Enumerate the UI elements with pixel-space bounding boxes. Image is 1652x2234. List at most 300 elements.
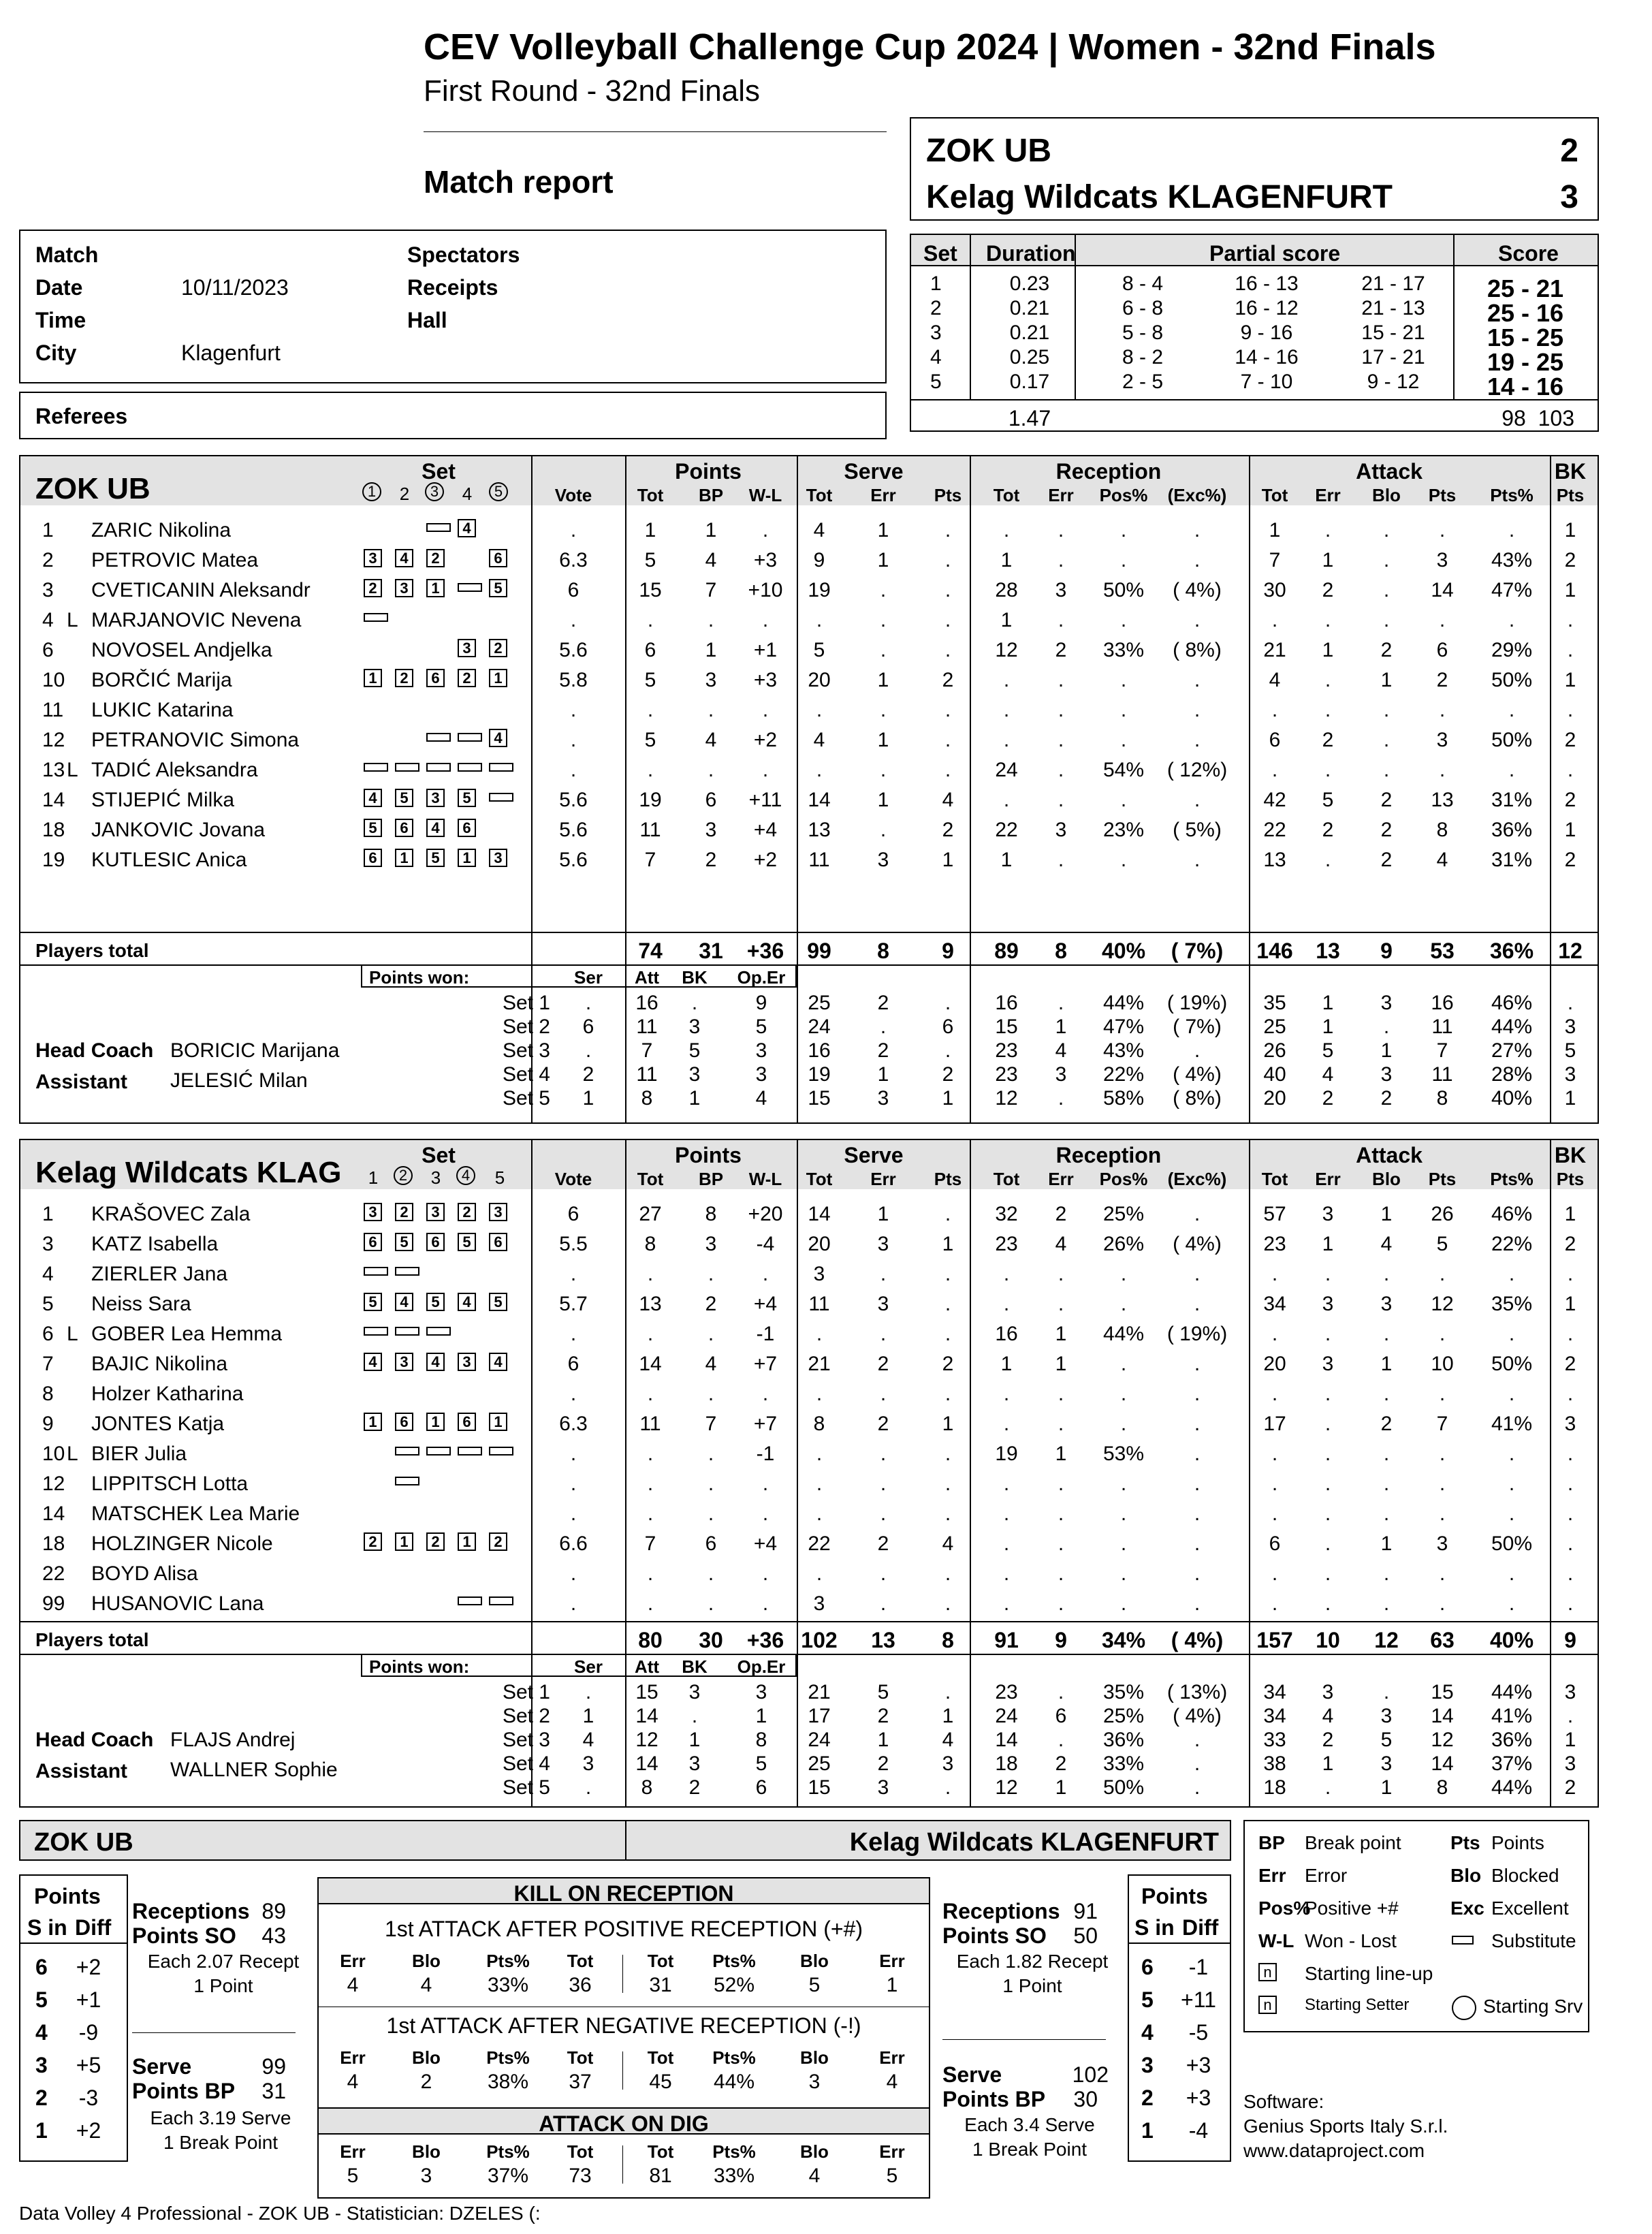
stat-cell: 3: [813, 1592, 825, 1615]
stat-cell: .: [944, 579, 951, 601]
rotation-diff: -3: [78, 2086, 99, 2110]
setrow-cell: .: [691, 1705, 698, 1727]
stat-cell: .: [1271, 1473, 1278, 1495]
team-name: Kelag Wildcats KLAG: [35, 1156, 342, 1189]
stat-cell: .: [1271, 1562, 1278, 1585]
stat-cell: 7: [1269, 549, 1281, 571]
total-cell: 53: [1430, 939, 1455, 963]
player-libero: L: [67, 759, 78, 781]
rotation-diff: +3: [1186, 2053, 1211, 2077]
stat-cell: .: [816, 1503, 823, 1525]
col-tot: Tot: [806, 485, 833, 505]
substitute-marker: [458, 763, 482, 772]
stat-cell: 14: [1431, 579, 1454, 601]
player-name: NOVOSEL Andjelka: [91, 639, 272, 661]
col-points: Points: [675, 459, 742, 484]
stat-cell: 53%: [1102, 1443, 1145, 1465]
setrow-cell: 21: [808, 1681, 831, 1703]
player-number: 12: [42, 729, 65, 751]
kill-col-header: Blo: [800, 2141, 829, 2162]
setrow-cell: 16: [635, 992, 658, 1014]
stat-cell: 50%: [1491, 1532, 1533, 1555]
stat-cell: 4: [705, 549, 717, 571]
kill-col-header: Pts%: [712, 2047, 756, 2068]
stat-cell: 2: [942, 819, 954, 841]
stat-cell: .: [1003, 699, 1010, 721]
stat-cell: 2: [1380, 849, 1393, 871]
stat-cell: 23%: [1102, 819, 1145, 841]
starting-zone-box: 1: [458, 1532, 476, 1551]
setrow-cell: 1: [877, 1729, 889, 1751]
starting-zone-box: 4: [364, 1353, 382, 1371]
starting-zone-box: 5: [395, 789, 413, 807]
set-partial-16: 16 - 13: [1235, 272, 1299, 295]
stat-cell: 11: [639, 1413, 661, 1435]
stat-cell: 34: [1263, 1293, 1286, 1315]
stat-cell: +3: [753, 549, 778, 571]
setrow-cell: 3: [1564, 1752, 1576, 1775]
legend-value: Starting line-up: [1305, 1963, 1433, 1984]
starting-zone-box: 1: [426, 1413, 445, 1431]
stat-cell: .: [1508, 1263, 1515, 1285]
stat-cell: .: [1194, 1383, 1201, 1405]
stat-cell: .: [880, 759, 887, 781]
setrow-cell: 1: [877, 1063, 889, 1086]
neg-title: 1st ATTACK AFTER NEGATIVE RECEPTION (-!): [386, 2013, 861, 2038]
setrow-cell: 3: [1564, 1681, 1576, 1703]
stat-cell: -4: [756, 1233, 775, 1255]
set-num-1: 1: [368, 1167, 379, 1188]
legend-circle-icon: [1452, 1996, 1476, 2020]
player-name: BORČIĆ Marija: [91, 669, 232, 691]
kill-col-header: Blo: [412, 2141, 441, 2162]
stat-cell: 1: [877, 1203, 889, 1225]
legend-key: Err: [1258, 1865, 1286, 1886]
stat-cell: .: [1194, 1353, 1201, 1375]
setrow-cell: 3: [688, 1016, 701, 1038]
stat-cell: .: [708, 1592, 714, 1615]
stat-cell: .: [1271, 759, 1278, 781]
set-score: 14 - 16: [1487, 373, 1564, 400]
player-libero: L: [67, 609, 78, 631]
stat-cell: .: [570, 1383, 577, 1405]
stat-cell: 1: [1564, 579, 1576, 601]
software-url: www.dataproject.com: [1243, 2140, 1425, 2161]
setrow-cell: 4: [1055, 1039, 1067, 1062]
stat-cell: .: [570, 1263, 577, 1285]
stat-cell: .: [762, 1383, 769, 1405]
stat-cell: 2: [877, 1353, 889, 1375]
stat-cell: .: [1439, 1443, 1446, 1465]
starting-zone-box: 5: [458, 1233, 476, 1251]
stat-cell: 7: [705, 579, 717, 601]
stat-cell: 16: [995, 1323, 1018, 1345]
col-bp: BP: [698, 1169, 724, 1189]
stat-cell: .: [1003, 1532, 1010, 1555]
stat-cell: .: [1194, 789, 1201, 811]
setrow-cell: 2: [1322, 1729, 1334, 1751]
legend-value: Won - Lost: [1305, 1930, 1397, 1951]
team2-serve: 102: [1072, 2062, 1109, 2087]
starting-zone-box: 2: [489, 1532, 507, 1551]
starting-zone-box: 3: [489, 1203, 507, 1221]
head-coach-label: Head Coach: [35, 1039, 154, 1062]
setrow-cell: 8: [1436, 1776, 1448, 1799]
col-set: Set: [422, 459, 456, 484]
stat-cell: 14: [639, 1353, 662, 1375]
legend-substitute-icon: [1452, 1936, 1474, 1945]
set-duration: 0.17: [1009, 371, 1050, 393]
stat-cell: 4: [705, 729, 717, 751]
setrow-cell: 6: [582, 1016, 594, 1038]
setrow-cell: 5: [755, 1016, 767, 1038]
stat-cell: 13: [1431, 789, 1454, 811]
starting-zone-box: 1: [489, 669, 507, 687]
stat-cell: .: [880, 639, 887, 661]
kill-col-header: Pts%: [486, 1951, 530, 1971]
stat-cell: 2: [942, 669, 954, 691]
stat-cell: 6: [567, 1203, 579, 1225]
starting-zone-box: 4: [426, 819, 445, 837]
kill-col-header: Blo: [800, 1951, 829, 1971]
stat-cell: +11: [748, 789, 782, 811]
kill-value: 81: [649, 2165, 672, 2187]
setrow-cell: 3: [755, 1681, 767, 1703]
rotation-diff: -5: [1188, 2020, 1209, 2045]
legend-box-icon: n: [1258, 1996, 1277, 2014]
rotation-diff: +11: [1181, 1987, 1216, 2012]
team1-one-bp: 1 Break Point: [163, 2132, 279, 2153]
col-tot: Tot: [637, 1169, 664, 1189]
legend-key: Exc: [1450, 1898, 1484, 1919]
set-label: Set 4: [502, 1063, 550, 1086]
setrow-cell: 24: [808, 1016, 831, 1038]
stat-cell: .: [1194, 1592, 1201, 1615]
col-err: Err: [1048, 485, 1074, 505]
total-duration: 1.47: [1008, 406, 1051, 430]
stat-cell: .: [1003, 789, 1010, 811]
stat-cell: .: [570, 1473, 577, 1495]
col-bk: BK: [1554, 459, 1587, 484]
set-score: 25 - 21: [1487, 274, 1564, 302]
substitute-marker: [395, 1477, 419, 1485]
stat-cell: 3: [1322, 1293, 1334, 1315]
stat-cell: .: [1383, 1473, 1390, 1495]
time-label: Time: [35, 308, 86, 332]
stat-cell: 3: [813, 1263, 825, 1285]
set-num-4: 4: [462, 484, 473, 504]
kill-value: 4: [808, 2165, 821, 2187]
setrow-cell: 3: [1322, 1681, 1334, 1703]
starting-zone-box: 4: [458, 1293, 476, 1311]
kill-col-header: Err: [879, 2141, 905, 2162]
stat-cell: .: [880, 1383, 887, 1405]
setrow-cell: 15: [808, 1087, 831, 1110]
stat-cell: .: [762, 1263, 769, 1285]
total-cell: 9: [1380, 939, 1393, 963]
stat-cell: .: [708, 1263, 714, 1285]
setrow-cell: 1: [755, 1705, 767, 1727]
total-cell: 9: [1055, 1628, 1067, 1652]
setrow-cell: 3: [942, 1752, 954, 1775]
stat-cell: 6: [644, 639, 656, 661]
setrow-cell: 25: [808, 992, 831, 1014]
setrow-cell: 35%: [1102, 1681, 1145, 1703]
stat-cell: .: [1003, 1592, 1010, 1615]
stat-cell: .: [1383, 519, 1390, 541]
player-number: 12: [42, 1473, 65, 1495]
player-number: 1: [42, 1203, 54, 1225]
stat-cell: ( 12%): [1166, 759, 1228, 781]
hall-label: Hall: [407, 308, 447, 332]
total-cell: ( 7%): [1171, 939, 1224, 963]
setrow-cell: 24: [808, 1729, 831, 1751]
stat-cell: 2: [1564, 849, 1576, 871]
setrow-cell: .: [691, 992, 698, 1014]
player-name: Neiss Sara: [91, 1293, 191, 1315]
setrow-cell: .: [1383, 1016, 1390, 1038]
stat-cell: 43%: [1491, 549, 1533, 571]
player-name: MATSCHEK Lea Marie: [91, 1503, 300, 1525]
stat-cell: .: [647, 1592, 654, 1615]
player-libero: L: [67, 1443, 78, 1465]
kill-col-header: Err: [879, 2047, 905, 2068]
stat-cell: 5.5: [559, 1233, 588, 1255]
setrow-cell: ( 19%): [1166, 992, 1228, 1014]
setrow-cell: 2: [942, 1063, 954, 1086]
set-number: 4: [930, 346, 942, 368]
starting-zone-box: 3: [458, 639, 476, 657]
substitute-marker: [364, 613, 388, 622]
kill-value: 4: [347, 2071, 359, 2093]
starting-zone-box: 6: [426, 1233, 445, 1251]
setrow-cell: 14: [635, 1752, 658, 1775]
kill-value: 1: [886, 1974, 898, 1996]
stat-cell: .: [1058, 1503, 1064, 1525]
player-number: 4: [42, 1263, 54, 1285]
starting-zone-box: 5: [364, 819, 382, 837]
col-pos: Pos%: [1099, 1169, 1148, 1189]
stat-cell: .: [1508, 759, 1515, 781]
stat-cell: 7: [1436, 1413, 1448, 1435]
team1-serve: 99: [261, 2054, 286, 2079]
stat-cell: 2: [1322, 819, 1334, 841]
stat-cell: .: [1383, 549, 1390, 571]
stat-cell: .: [647, 759, 654, 781]
setrow-cell: 5: [1380, 1729, 1393, 1751]
stat-cell: .: [1194, 1443, 1201, 1465]
stat-cell: .: [1194, 1532, 1201, 1555]
setrow-cell: 47%: [1102, 1016, 1145, 1038]
stat-cell: .: [1058, 759, 1064, 781]
rotation-sin: 4: [1141, 2020, 1154, 2045]
stat-cell: .: [880, 609, 887, 631]
legend-value: Starting Setter: [1305, 1996, 1410, 2014]
team1-points-label: Points: [34, 1884, 101, 1908]
setrow-cell: 3: [1380, 1752, 1393, 1775]
starting-zone-box: 6: [489, 549, 507, 567]
col-tot: Tot: [806, 1169, 833, 1189]
players-total-label: Players total: [35, 940, 149, 961]
stat-cell: .: [762, 609, 769, 631]
stat-cell: .: [1383, 1323, 1390, 1345]
stat-cell: .: [647, 1323, 654, 1345]
setrow-cell: 2: [877, 1705, 889, 1727]
pos-title: 1st ATTACK AFTER POSITIVE RECEPTION (+#): [384, 1917, 863, 1941]
stat-cell: 5.6: [559, 819, 588, 841]
player-name: GOBER Lea Hemma: [91, 1323, 283, 1345]
col-err: Err: [1315, 485, 1341, 505]
player-number: 11: [42, 699, 64, 721]
col-err: Err: [1315, 1169, 1341, 1189]
setrow-cell: 1: [1564, 1087, 1576, 1110]
stat-cell: .: [1120, 1293, 1127, 1315]
stat-cell: .: [647, 1562, 654, 1585]
set-circle-5: 5: [489, 482, 508, 501]
setrow-cell: 38: [1263, 1752, 1286, 1775]
stat-cell: .: [1567, 1592, 1574, 1615]
sets-h-duration: Duration: [986, 241, 1076, 266]
kill-value: 37: [569, 2071, 592, 2093]
setrow-cell: ( 13%): [1166, 1681, 1228, 1703]
setrow-cell: 3: [877, 1087, 889, 1110]
setrow-cell: 12: [995, 1087, 1018, 1110]
setrow-cell: 36%: [1491, 1729, 1533, 1751]
stat-cell: 3: [1436, 729, 1448, 751]
kill-value: 4: [886, 2071, 898, 2093]
player-number: 1: [42, 519, 54, 541]
stat-cell: 33%: [1102, 639, 1145, 661]
stat-cell: 7: [644, 849, 656, 871]
starting-zone-box: 3: [489, 849, 507, 867]
player-name: HUSANOVIC Lana: [91, 1592, 264, 1615]
stat-cell: .: [570, 1323, 577, 1345]
starting-zone-box: 5: [489, 1293, 507, 1311]
set-number: 3: [930, 321, 942, 344]
head-coach-name: BORICIC Marijana: [170, 1039, 340, 1062]
stat-cell: .: [944, 549, 951, 571]
stat-cell: .: [1324, 1443, 1331, 1465]
rotation-sin: 1: [1141, 2118, 1154, 2143]
stat-cell: 2: [1436, 669, 1448, 691]
rotation-diff: +2: [76, 1955, 101, 1979]
stat-cell: 1: [1322, 639, 1334, 661]
stat-cell: 2: [1564, 549, 1576, 571]
stat-cell: 4: [1380, 1233, 1393, 1255]
setrow-cell: 2: [1380, 1087, 1393, 1110]
setrow-cell: .: [1058, 1729, 1064, 1751]
total-cell: 74: [638, 939, 663, 963]
sets-h-score: Score: [1498, 241, 1559, 266]
stat-cell: .: [762, 1592, 769, 1615]
setrow-cell: 15: [635, 1681, 658, 1703]
total-cell: 34%: [1101, 1628, 1146, 1652]
player-number: 8: [42, 1383, 54, 1405]
stat-cell: .: [1194, 1263, 1201, 1285]
stat-cell: .: [1508, 1503, 1515, 1525]
starting-zone-box: 5: [426, 1293, 445, 1311]
setrow-cell: 9: [755, 992, 767, 1014]
stat-cell: .: [816, 759, 823, 781]
stat-cell: .: [1567, 759, 1574, 781]
stat-cell: .: [816, 609, 823, 631]
legend-box-icon: n: [1258, 1963, 1277, 1981]
set-partial-16: 16 - 12: [1235, 297, 1299, 319]
rotation-diff: -9: [78, 2020, 99, 2045]
stat-cell: 1: [877, 669, 889, 691]
setrow-cell: 4: [942, 1729, 954, 1751]
stat-cell: 3: [1322, 1203, 1334, 1225]
player-name: HOLZINGER Nicole: [91, 1532, 273, 1555]
setrow-cell: 1: [688, 1729, 701, 1751]
stat-cell: 24: [995, 759, 1018, 781]
setrow-cell: 3: [582, 1752, 594, 1775]
kill-value: 4: [420, 1974, 432, 1996]
stat-cell: 5: [644, 729, 656, 751]
stat-cell: .: [1508, 1473, 1515, 1495]
stat-cell: 6: [1269, 729, 1281, 751]
setrow-cell: 1: [942, 1087, 954, 1110]
stat-cell: .: [708, 1503, 714, 1525]
legend-key: Pos%: [1258, 1898, 1311, 1919]
starting-zone-box: 2: [364, 1532, 382, 1551]
set-partial-8: 2 - 5: [1122, 371, 1164, 393]
total-cell: 31: [699, 939, 723, 963]
stat-cell: 23: [1263, 1233, 1286, 1255]
stat-cell: 5: [644, 549, 656, 571]
stat-cell: .: [1058, 1413, 1064, 1435]
setrow-cell: 2: [877, 992, 889, 1014]
team1-receptions: 89: [261, 1899, 286, 1923]
player-number: 4: [42, 609, 54, 631]
substitute-marker: [395, 1327, 419, 1336]
stat-cell: .: [816, 1473, 823, 1495]
col-attack: Attack: [1356, 1143, 1423, 1167]
total-points: 98 103: [1502, 406, 1574, 430]
starting-zone-box: 4: [489, 729, 507, 747]
stat-cell: 31%: [1491, 789, 1533, 811]
stat-cell: .: [570, 1503, 577, 1525]
set-score: 15 - 25: [1487, 324, 1564, 351]
setrow-cell: 1: [582, 1087, 594, 1110]
stat-cell: .: [1058, 549, 1064, 571]
stat-cell: .: [1194, 1293, 1201, 1315]
stat-cell: 1: [1055, 1443, 1067, 1465]
stat-cell: .: [708, 759, 714, 781]
substitute-marker: [426, 763, 451, 772]
stat-cell: 26: [1431, 1203, 1454, 1225]
setrow-cell: 6: [1055, 1705, 1067, 1727]
set-partial-16: 14 - 16: [1235, 346, 1299, 368]
total-cell: 13: [871, 1628, 895, 1652]
setrow-cell: 16: [995, 992, 1018, 1014]
set-partial-16: 7 - 10: [1240, 371, 1293, 393]
stat-cell: 6.3: [559, 1413, 588, 1435]
stat-cell: .: [1324, 669, 1331, 691]
setrow-cell: 4: [1322, 1063, 1334, 1086]
setrow-cell: 16: [1431, 992, 1454, 1014]
starting-zone-box: 2: [458, 669, 476, 687]
col-pts: Pts: [934, 1169, 962, 1189]
total-cell: 8: [1055, 939, 1067, 963]
stat-cell: 1: [877, 729, 889, 751]
starting-zone-box: 2: [458, 1203, 476, 1221]
stat-cell: +10: [748, 579, 783, 601]
stat-cell: 30: [1263, 579, 1286, 601]
setrow-cell: 26: [1263, 1039, 1286, 1062]
col-pts: Pts: [1428, 1169, 1457, 1189]
stat-cell: .: [816, 1443, 823, 1465]
